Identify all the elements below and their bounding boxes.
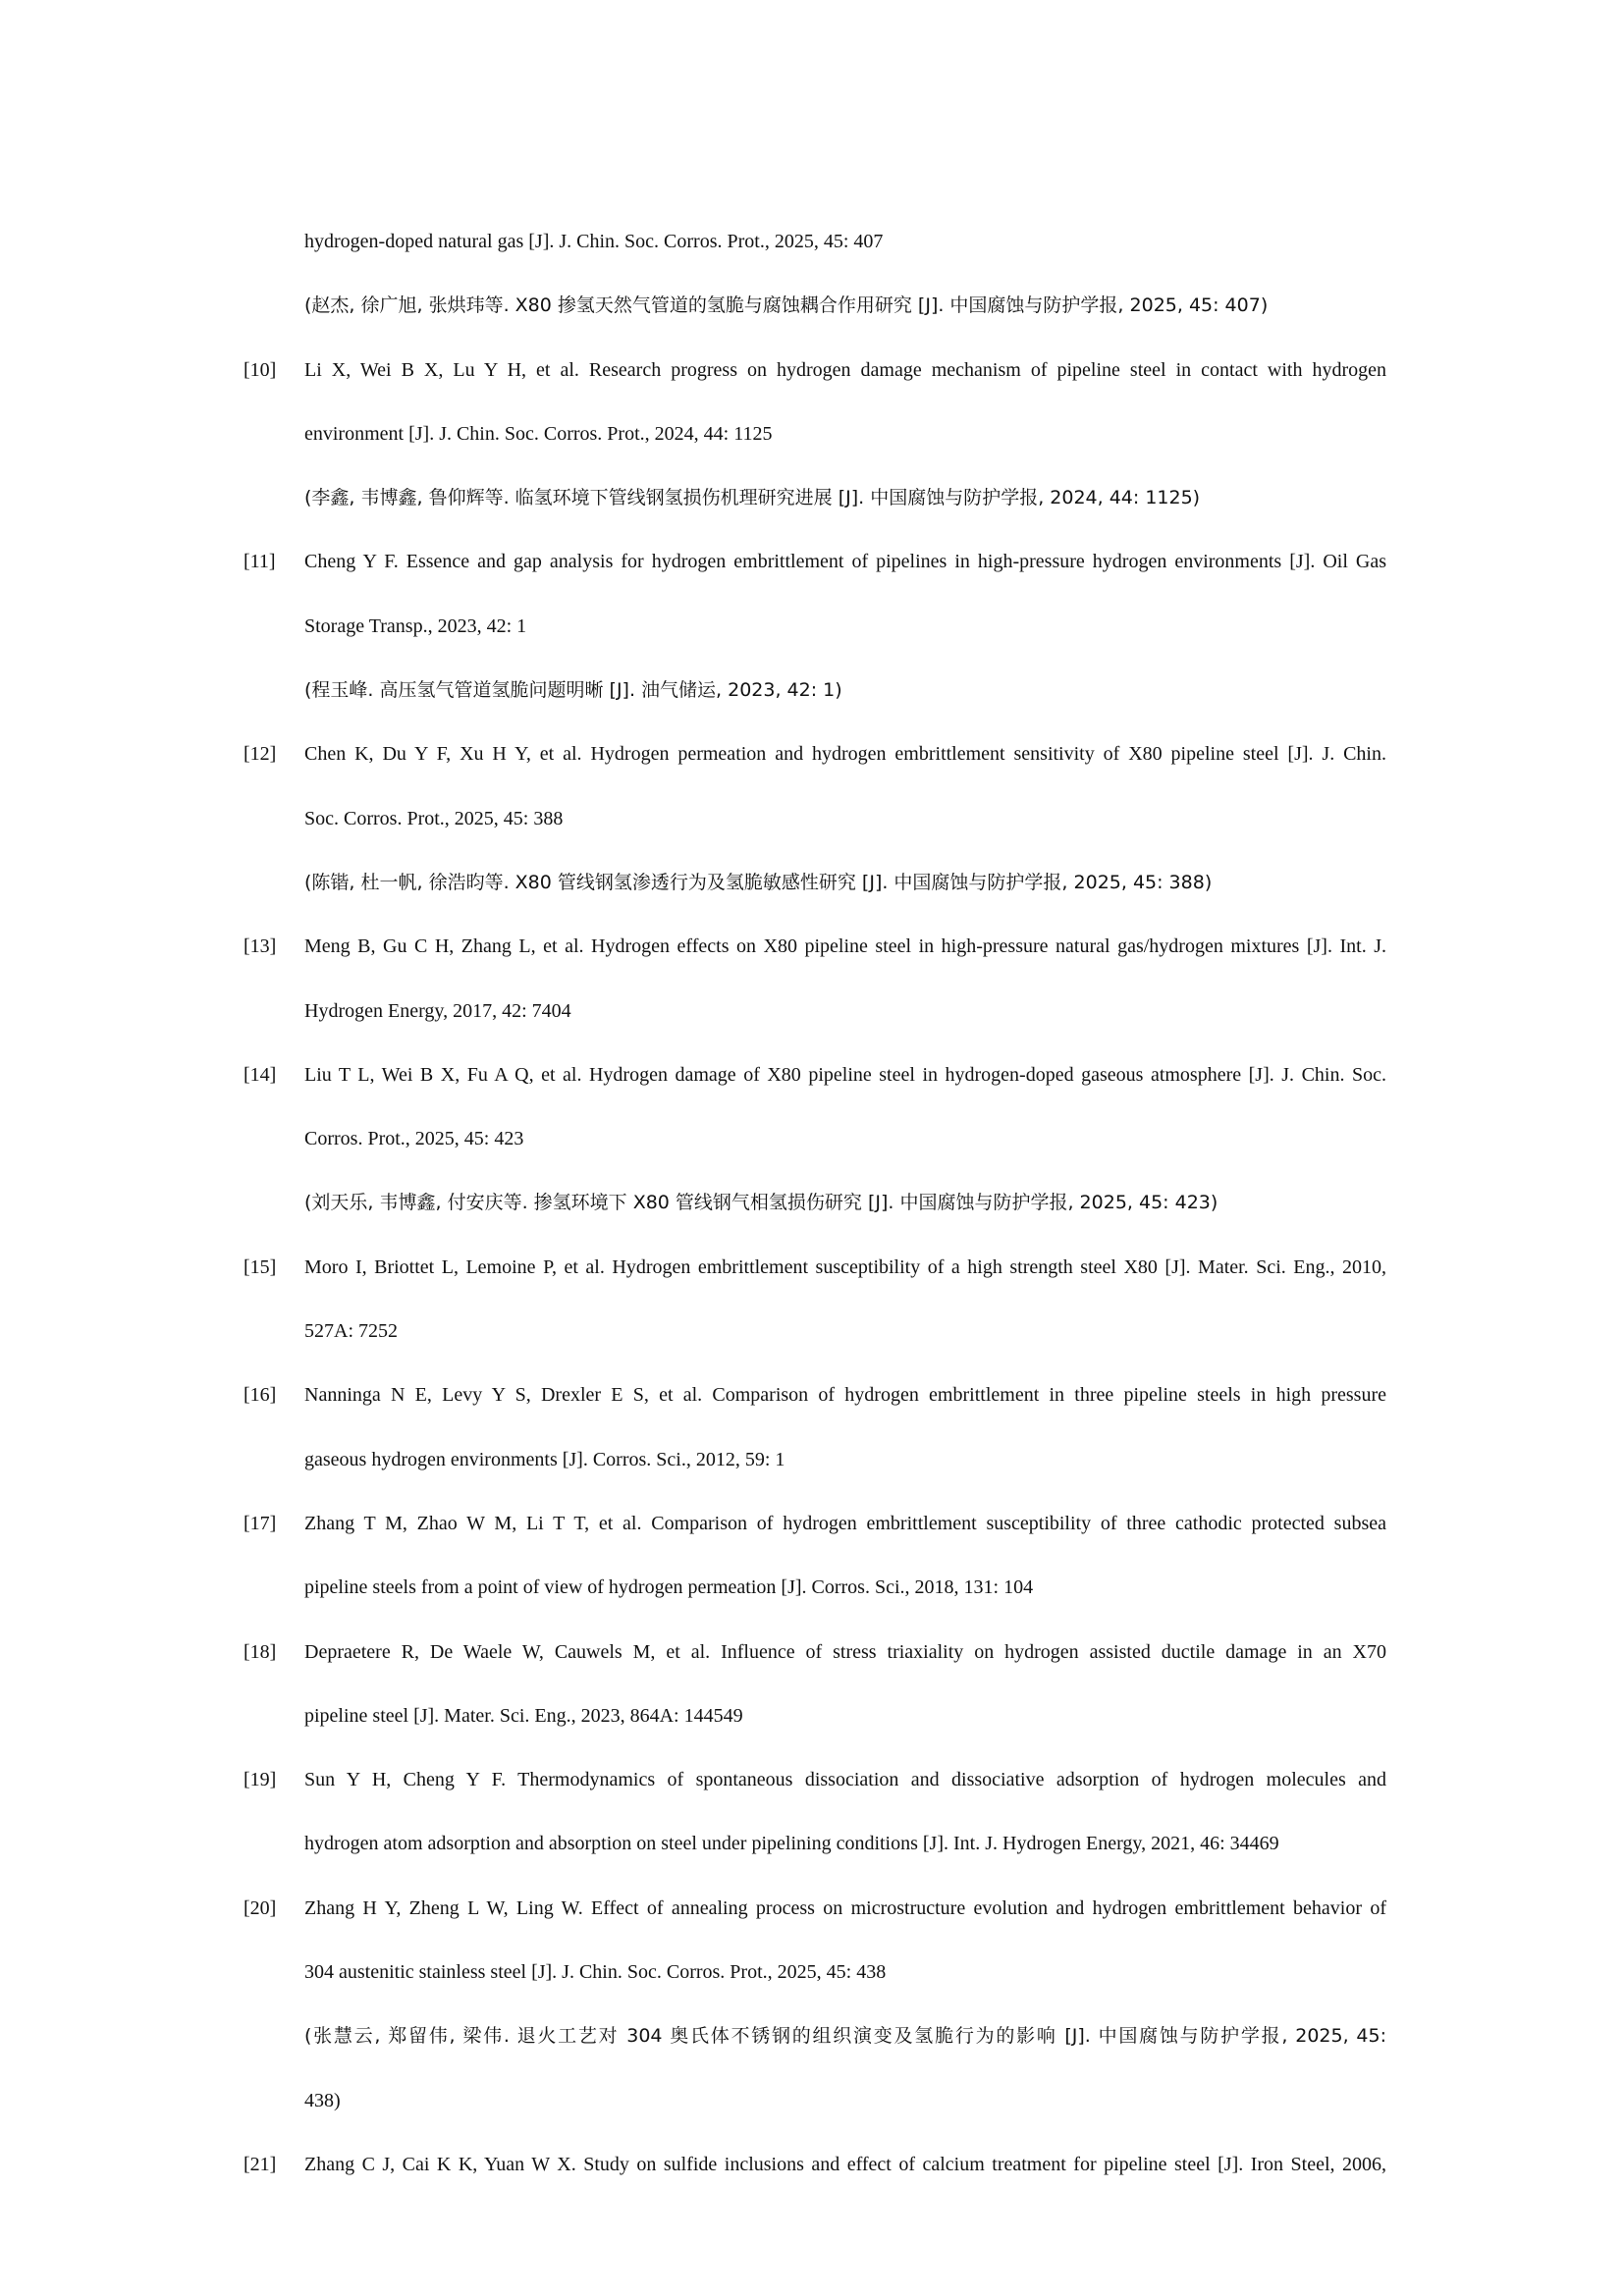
reference-line-chinese: (刘天乐, 韦博鑫, 付安庆等. 掺氢环境下 X80 管线钢气相氢损伤研究 [J]. 中国腐蚀与防护学报, 2025, 45: 423) [304,1192,1218,1214]
reference-text: Chen K, Du Y F, Xu H Y, et al. Hydrogen permeation and hydrogen embrittlement sensitivity of X80 pipeline steel [J]. J. Chin. [304,743,1386,766]
reference-line: 527A: 7252 [304,1320,398,1343]
reference-entry [244,1621,1386,1684]
reference-text: Sun Y H, Cheng Y F. Thermodynamics of spontaneous dissociation and dissociative adsorption of hydrogen molecules and [304,1769,1386,1791]
reference-entry [244,722,1386,786]
reference-text: Li X, Wei B X, Lu Y H, et al. Research progress on hydrogen damage mechanism of pipeline steel in contact with hydrogen [304,358,1386,381]
reference-text: Meng B, Gu C H, Zhang L, et al. Hydrogen effects on X80 pipeline steel in high-pressure natural gas/hydrogen mixtures [J]. Int. J. [304,935,1386,958]
reference-number: [18] [244,1640,277,1663]
reference-number: [11] [244,551,276,573]
reference-entry [244,1236,1386,1300]
reference-number: [13] [244,935,277,958]
reference-line: Soc. Corros. Prot., 2025, 45: 388 [304,807,564,829]
reference-text: Nanninga N E, Levy Y S, Drexler E S, et al. Comparison of hydrogen embrittlement in three pipeline steels in high pressure [304,1384,1386,1407]
reference-number: [12] [244,743,277,766]
reference-line: hydrogen atom adsorption and absorption on steel under pipelining conditions [J]. Int. J. Hydrogen Energy, 2021, 46: 34469 [304,1833,1279,1855]
reference-entry [244,530,1386,594]
reference-number: [17] [244,1512,277,1534]
reference-number: [16] [244,1384,277,1407]
reference-entry [244,339,1386,402]
reference-number: [21] [244,2153,277,2175]
reference-line: 304 austenitic stainless steel [J]. J. Chin. Soc. Corros. Prot., 2025, 45: 438 [304,1961,887,1984]
reference-line: gaseous hydrogen environments [J]. Corros. Sci., 2012, 59: 1 [304,1448,785,1470]
reference-entry [244,2133,1386,2197]
reference-line: Storage Transp., 2023, 42: 1 [304,614,527,637]
reference-line-chinese: (陈锴, 杜一帆, 徐浩昀等. X80 管线钢氢渗透行为及氢脆敏感性研究 [J]. 中国腐蚀与防护学报, 2025, 45: 388) [304,871,1213,893]
reference-text: Zhang T M, Zhao W M, Li T T, et al. Comparison of hydrogen embrittlement susceptibility of three cathodic protected subsea [304,1512,1386,1534]
reference-text: Zhang H Y, Zheng L W, Ling W. Effect of annealing process on microstructure evolution and hydrogen embrittlement behavior of [304,1896,1386,1919]
reference-list [244,210,1386,2197]
reference-line-chinese: (程玉峰. 高压氢气管道氢脆问题明晰 [J]. 油气储运, 2023, 42: 1) [304,679,842,702]
reference-entry [244,1043,1386,1107]
reference-entry [244,1877,1386,1941]
reference-line: hydrogen-doped natural gas [J]. J. Chin. Soc. Corros. Prot., 2025, 45: 407 [304,231,884,252]
reference-number: [10] [244,358,277,381]
reference-text: Depraetere R, De Waele W, Cauwels M, et al. Influence of stress triaxiality on hydrogen assisted ductile damage in an X70 [304,1640,1386,1663]
reference-entry [244,1748,1386,1812]
reference-line: Hydrogen Energy, 2017, 42: 7404 [304,999,571,1022]
reference-text: Zhang C J, Cai K K, Yuan W X. Study on sulfide inclusions and effect of calcium treatment for pipeline steel [J]. Iron Steel, 2006, [304,2153,1386,2175]
reference-line-chinese: (李鑫, 韦博鑫, 鲁仰辉等. 临氢环境下管线钢氢损伤机理研究进展 [J]. 中国腐蚀与防护学报, 2024, 44: 1125) [304,487,1201,509]
reference-line: pipeline steels from a point of view of hydrogen permeation [J]. Corros. Sci., 2018, 131: 104 [304,1576,1034,1599]
reference-line: pipeline steel [J]. Mater. Sci. Eng., 2023, 864A: 144549 [304,1704,743,1727]
reference-text: Cheng Y F. Essence and gap analysis for hydrogen embrittlement of pipelines in high-pressure hydrogen environments [J]. Oil Gas [304,551,1386,573]
reference-number: [19] [244,1769,277,1791]
reference-number: [20] [244,1896,277,1919]
reference-text: Moro I, Briottet L, Lemoine P, et al. Hydrogen embrittlement susceptibility of a high strength steel X80 [J]. Mater. Sci. Eng., 2010, [304,1255,1386,1278]
reference-line: Corros. Prot., 2025, 45: 423 [304,1128,524,1150]
reference-text: Liu T L, Wei B X, Fu A Q, et al. Hydrogen damage of X80 pipeline steel in hydrogen-doped gaseous atmosphere [J]. J. Chin. Soc. [304,1063,1386,1086]
reference-entry [244,1363,1386,1427]
reference-line: 438) [304,2089,341,2111]
reference-entry [244,915,1386,979]
reference-entry [244,1492,1386,1556]
reference-number: [15] [244,1255,277,1278]
reference-line-chinese: (张慧云, 郑留伟, 梁伟. 退火工艺对 304 奥氏体不锈钢的组织演变及氢脆行为的影响 [J]. 中国腐蚀与防护学报, 2025, 45: [304,2025,1386,2048]
reference-line: environment [J]. J. Chin. Soc. Corros. Prot., 2024, 44: 1125 [304,422,773,445]
reference-line-chinese: (赵杰, 徐广旭, 张烘玮等. X80 掺氢天然气管道的氢脆与腐蚀耦合作用研究 [J]. 中国腐蚀与防护学报, 2025, 45: 407) [304,294,1269,317]
reference-number: [14] [244,1063,277,1086]
